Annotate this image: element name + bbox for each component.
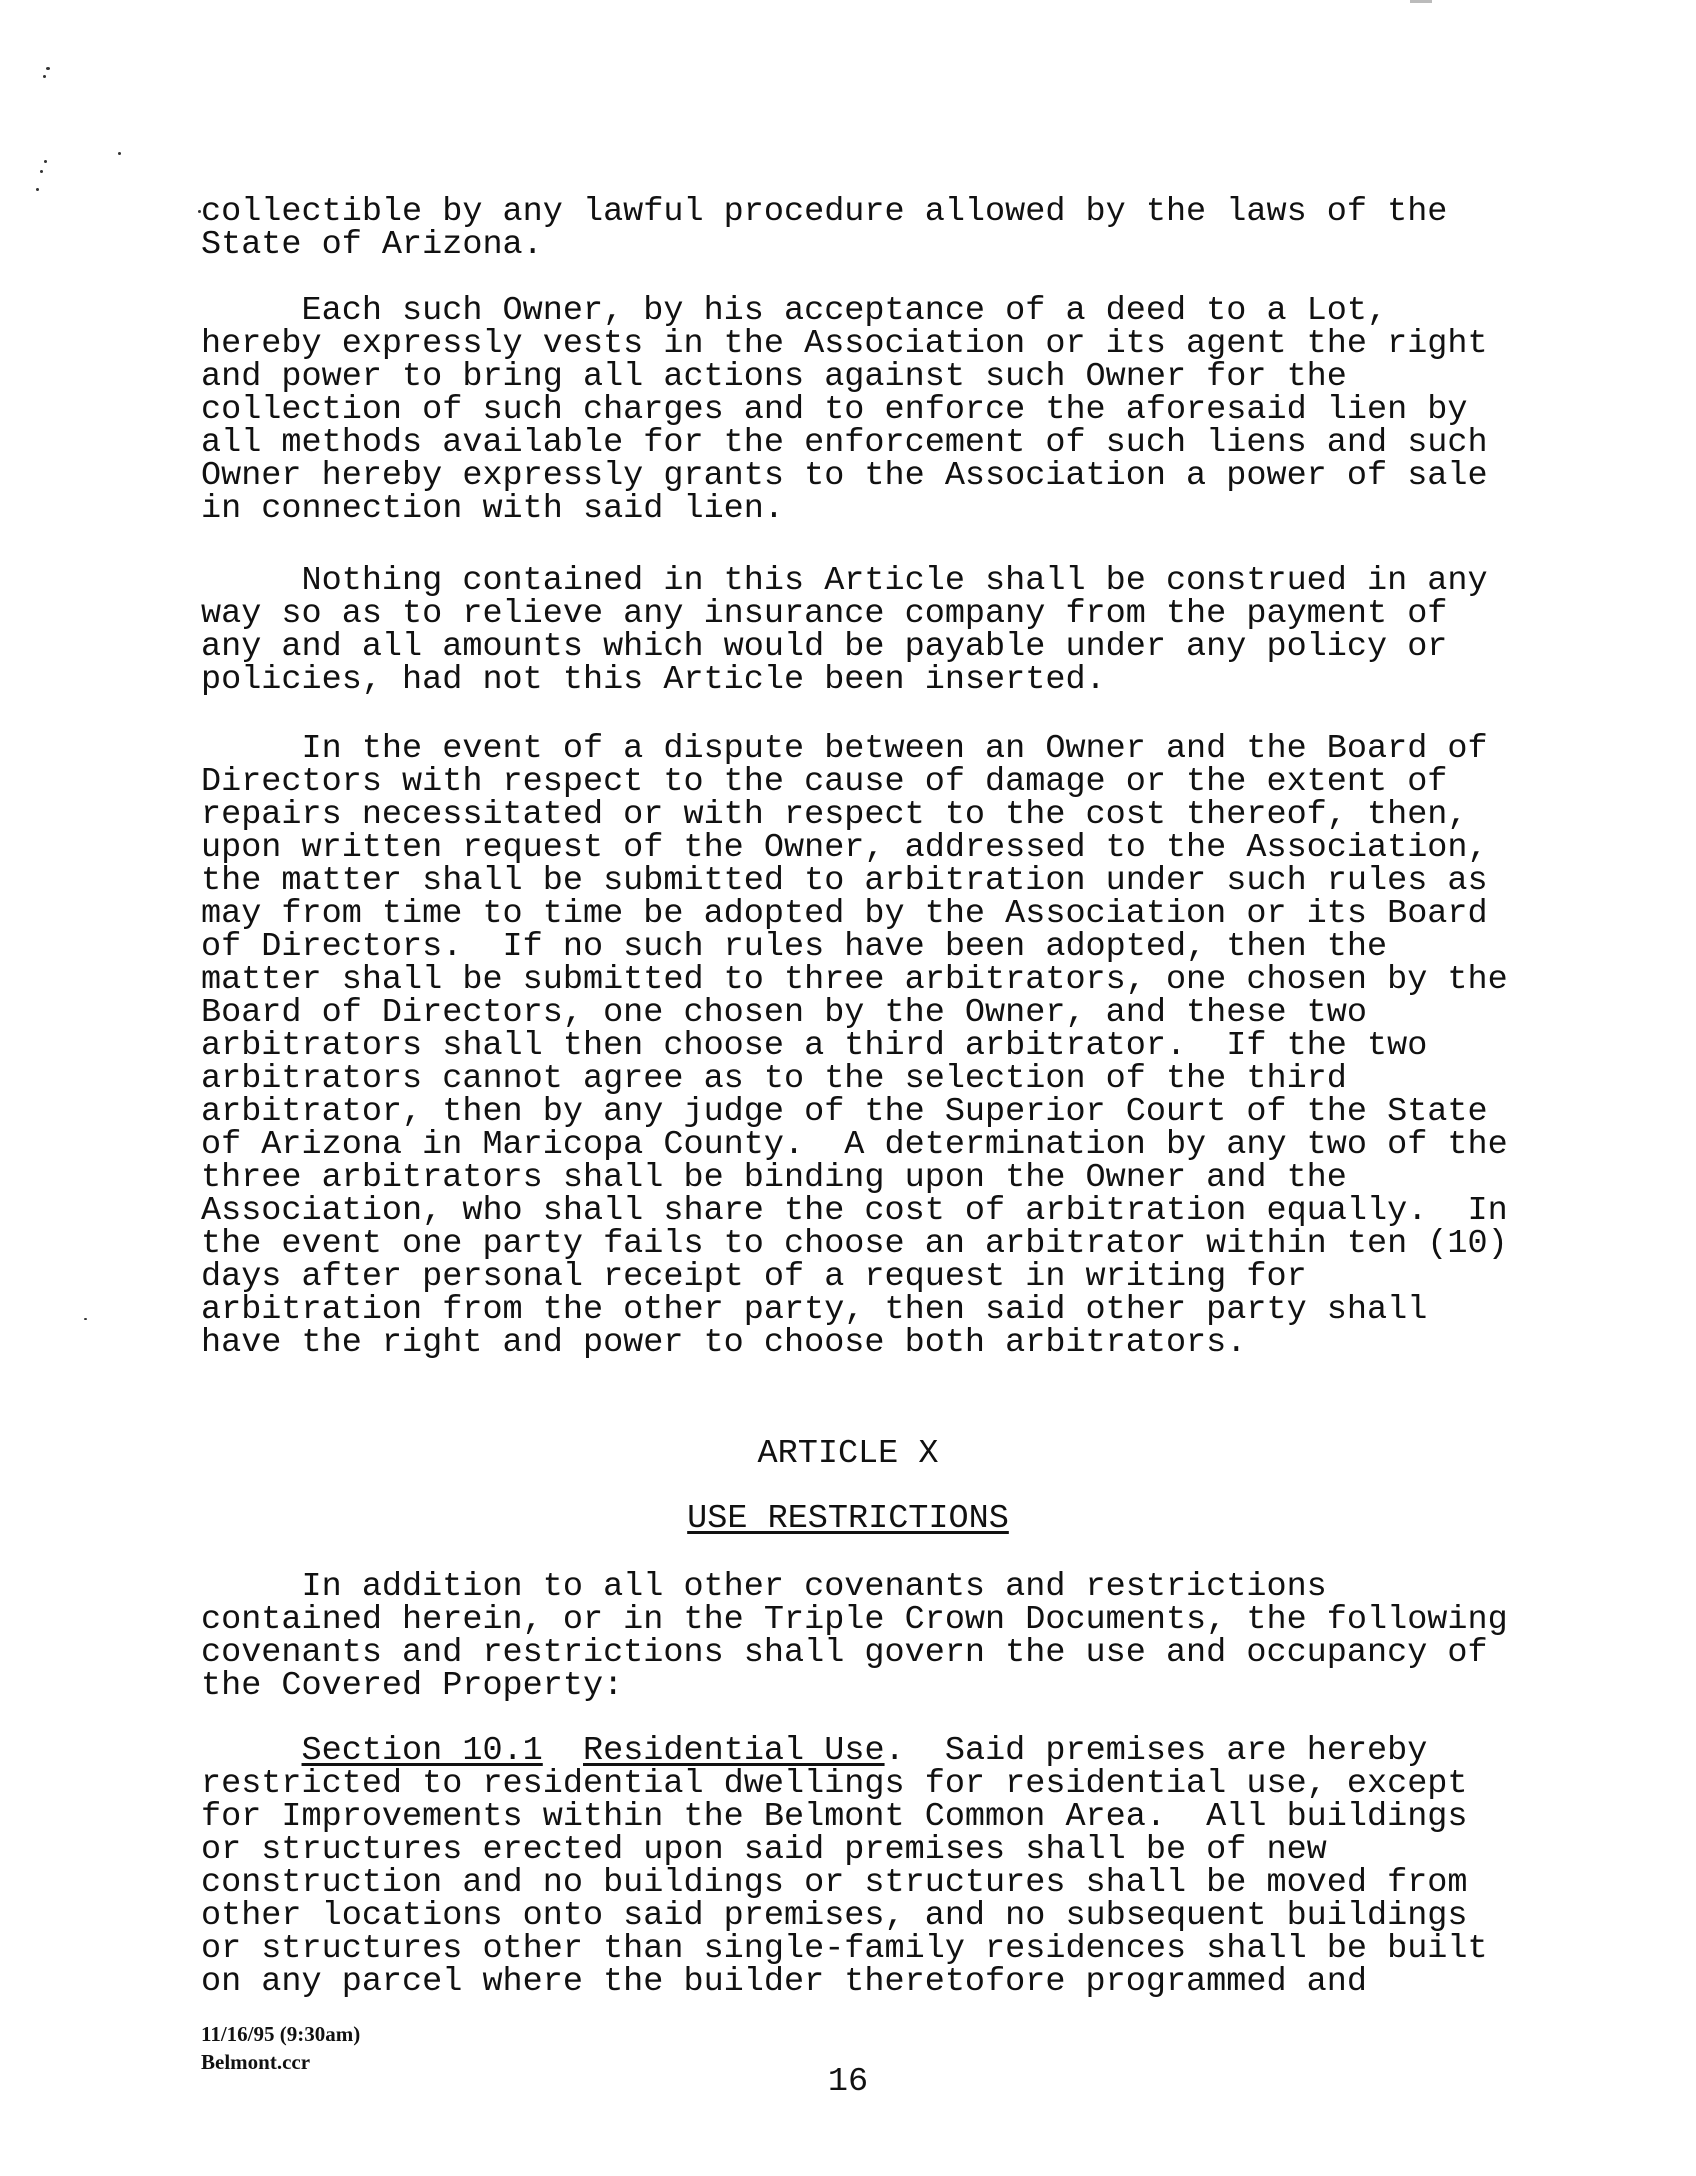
text-line: the event one party fails to choose an arbitrator within ten (10) [201,1225,1508,1263]
text-line: arbitrator, then by any judge of the Superior Court of the State [201,1093,1488,1131]
scan-speck [36,188,39,191]
text-line: repairs necessitated or with respect to the cost thereof, then, [201,796,1468,834]
text-line: for Improvements within the Belmont Common Area. All buildings [201,1798,1468,1836]
footer-date: 11/16/95 (9:30am) [201,2022,361,2046]
paragraph-intro [201,1568,1541,1705]
text-line: on any parcel where the builder theretofore programmed and [201,1963,1367,2001]
text-line: Association, who shall share the cost of arbitration equally. In [201,1192,1508,1230]
text-line: contained herein, or in the Triple Crown Documents, the following [201,1601,1508,1639]
article-title-text: USE RESTRICTIONS [687,1500,1009,1538]
text-line: all methods available for the enforcement of such liens and such [201,424,1488,462]
text-line: construction and no buildings or structures shall be moved from [201,1864,1468,1902]
text-line: or structures other than single-family residences shall be built [201,1930,1488,1968]
text-line: In addition to all other covenants and restrictions [201,1568,1327,1606]
section-10-1 [201,1732,1541,2001]
scan-speck [84,1318,87,1320]
text-line: hereby expressly vests in the Association or its agent the right [201,325,1488,363]
text-line: Board of Directors, one chosen by the Owner, and these two [201,994,1367,1032]
text-line: have the right and power to choose both arbitrators. [201,1324,1247,1362]
text-line: any and all amounts which would be payable under any policy or [201,628,1448,666]
text-line: in connection with said lien. [201,490,784,528]
text-line: arbitrators shall then choose a third arbitrator. If the two [201,1027,1428,1065]
page-number: 16 [827,2063,869,2101]
text-line: Owner hereby expressly grants to the Association a power of sale [201,457,1488,495]
text-line: upon written request of the Owner, addressed to the Association, [201,829,1488,867]
paragraph-insurance [201,562,1541,699]
paragraph-arbitration [201,730,1541,1362]
text-line: Directors with respect to the cause of damage or the extent of [201,763,1448,801]
text-line: of Directors. If no such rules have been adopted, then the [201,928,1388,966]
scan-speck [43,75,46,78]
scan-speck [1410,0,1432,3]
paragraph-owner-acceptance [201,292,1541,528]
section-title: Residential Use [583,1732,885,1770]
paragraph-continuation [201,193,1541,264]
footer-filename: Belmont.ccr [201,2050,311,2074]
text-line: Each such Owner, by his acceptance of a deed to a Lot, [201,292,1388,330]
text-line: three arbitrators shall be binding upon the Owner and the [201,1159,1347,1197]
text-line: collectible by any lawful procedure allowed by the laws of the [201,193,1448,231]
text-line: of Arizona in Maricopa County. A determination by any two of the [201,1126,1508,1164]
text-line: the Covered Property: [201,1667,624,1705]
scan-speck [40,170,43,173]
text-line: arbitrators cannot agree as to the selection of the third [201,1060,1347,1098]
scan-speck [44,160,47,163]
text-line: matter shall be submitted to three arbitrators, one chosen by the [201,961,1508,999]
text-line: In the event of a dispute between an Owner and the Board of [201,730,1488,768]
scan-speck [118,152,121,155]
text-line: other locations onto said premises, and no subsequent buildings [201,1897,1468,1935]
article-title [0,1500,1696,1538]
text-line: or structures erected upon said premises shall be of new [201,1831,1327,1869]
text-line: way so as to relieve any insurance company from the payment of [201,595,1448,633]
section-label: Section 10.1 [301,1732,543,1770]
text-line: restricted to residential dwellings for residential use, except [201,1765,1468,1803]
text-line: State of Arizona. [201,226,543,264]
text-line: Nothing contained in this Article shall be construed in any [201,562,1488,600]
section-first-line-rest: . Said premises are hereby [884,1732,1428,1770]
text-line: covenants and restrictions shall govern the use and occupancy of [201,1634,1488,1672]
text-line: arbitration from the other party, then said other party shall [201,1291,1428,1329]
article-heading: ARTICLE X [757,1435,939,1473]
text-line: days after personal receipt of a request in writing for [201,1258,1307,1296]
text-line: the matter shall be submitted to arbitration under such rules as [201,862,1488,900]
text-line: may from time to time be adopted by the Association or its Board [201,895,1488,933]
text-line: collection of such charges and to enforce the aforesaid lien by [201,391,1468,429]
text-line: policies, had not this Article been inserted. [201,661,1106,699]
text-line: and power to bring all actions against such Owner for the [201,358,1347,396]
scan-speck [46,67,50,70]
